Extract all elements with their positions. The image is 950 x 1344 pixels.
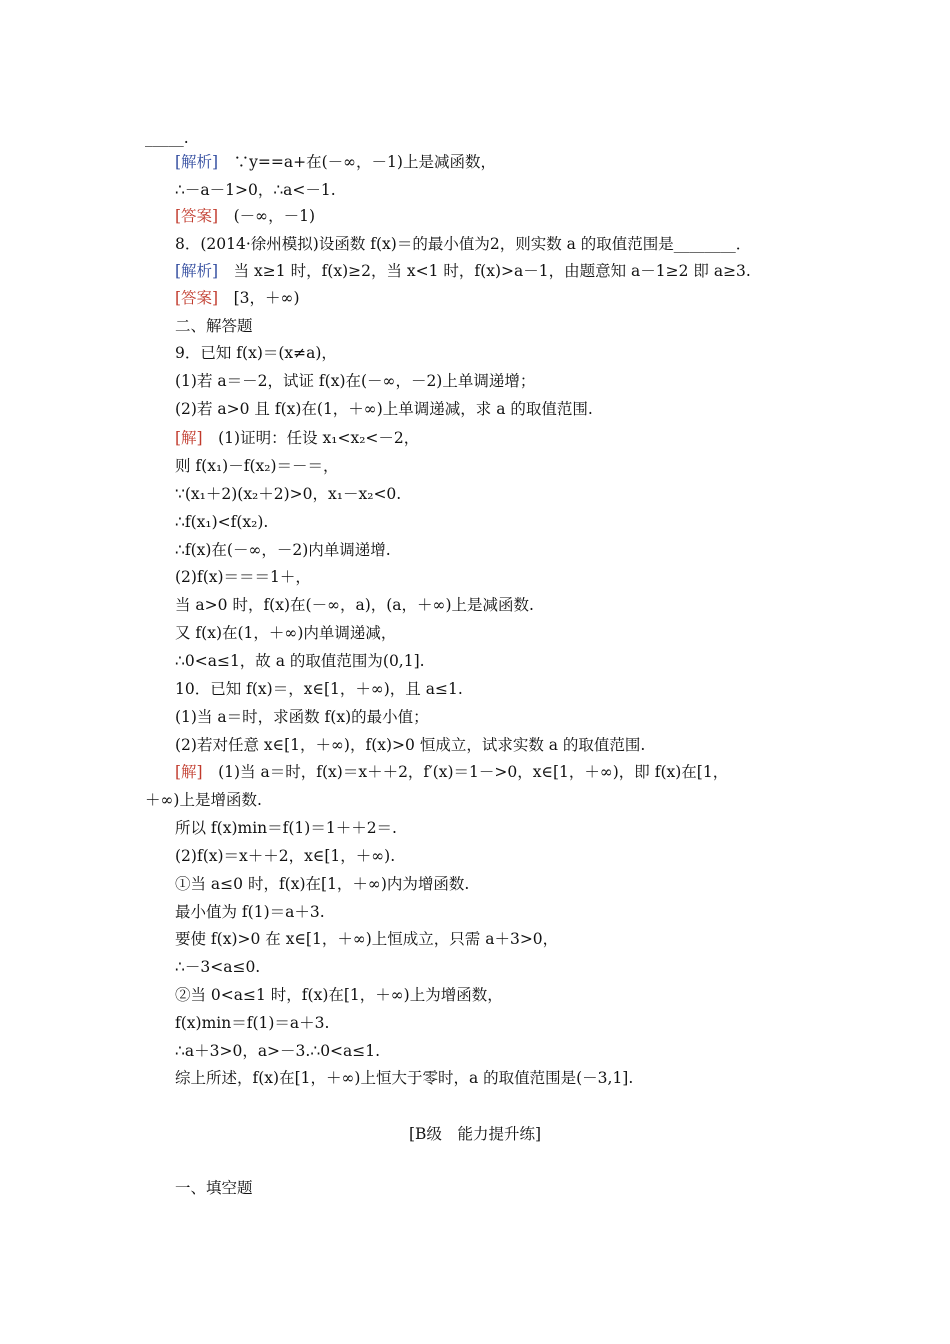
text-line: [解] (1)当 a＝时，f(x)＝x＋＋2，f′(x)＝1－>0，x∈[1，＋∞)，即 f(x)在[1， xyxy=(175,763,729,781)
text-line: ∴a＋3>0，a>－3.∴0<a≤1. xyxy=(175,1042,381,1060)
text-line: ∴f(x)在(－∞，－2)内单调递增. xyxy=(175,541,391,559)
text-line: ∴－3<a≤0. xyxy=(175,958,261,976)
text-line: 要使 f(x)>0 在 x∈[1，＋∞)上恒成立，只需 a＋3>0， xyxy=(175,930,559,948)
text-line: (2)f(x)＝＝＝1＋， xyxy=(175,568,311,586)
text-line: [解析] ∵y==a+在(－∞，－1)上是减函数， xyxy=(175,153,496,171)
text-line: 当 a>0 时，f(x)在(－∞，a)，(a，＋∞)上是减函数. xyxy=(175,596,534,614)
text-line: ②当 0<a≤1 时，f(x)在[1，＋∞)上为增函数， xyxy=(175,986,503,1004)
text-line: [解析] 当 x≥1 时，f(x)≥2，当 x<1 时，f(x)>a－1，由题意知 a－1≥2 即 a≥3. xyxy=(175,262,751,280)
text-line: 9．已知 f(x)＝(x≠a)， xyxy=(175,344,337,362)
text-line: (1)当 a＝时，求函数 f(x)的最小值； xyxy=(175,708,429,726)
text-line: (2)若对任意 x∈[1，＋∞)，f(x)>0 恒成立，试求实数 a 的取值范围. xyxy=(175,736,646,754)
section-heading: 二、解答题 xyxy=(175,317,253,335)
analysis-tag: [解析] xyxy=(175,153,219,171)
analysis-tag: [解析] xyxy=(175,262,219,280)
text-line: (2)f(x)＝x＋＋2，x∈[1，＋∞). xyxy=(175,847,396,865)
text-line: ∴f(x₁)<f(x₂). xyxy=(175,513,269,531)
text-line: 综上所述，f(x)在[1，＋∞)上恒大于零时，a 的取值范围是(－3,1]. xyxy=(175,1069,634,1087)
solution-tag: [解] xyxy=(175,763,203,781)
text-line: ①当 a≤0 时，f(x)在[1，＋∞)内为增函数. xyxy=(175,875,470,893)
text-line: ∴－a－1>0，∴a<－1. xyxy=(175,181,336,199)
solution-tag: [解] xyxy=(175,429,203,447)
answer-tag: [答案] xyxy=(175,207,219,225)
section-title: [B级 能力提升练] xyxy=(409,1125,541,1143)
text-line: [解] (1)证明：任设 x₁<x₂<－2， xyxy=(175,429,420,447)
text-line: 最小值为 f(1)＝a＋3. xyxy=(175,903,325,921)
text-line: 8．(2014·徐州模拟)设函数 f(x)＝的最小值为2，则实数 a 的取值范围是________． xyxy=(175,235,752,253)
text-line: 则 f(x₁)－f(x₂)＝－＝， xyxy=(175,457,339,475)
section-heading: 一、填空题 xyxy=(175,1179,253,1197)
text-line: ＋∞)上是增函数. xyxy=(145,791,262,809)
text-line: ∴0<a≤1，故 a 的取值范围为(0,1]. xyxy=(175,652,425,670)
text-line: 又 f(x)在(1，＋∞)内单调递减， xyxy=(175,624,397,642)
text-line: [答案] (－∞，－1) xyxy=(175,207,315,225)
text-line: _____. xyxy=(145,129,189,147)
text-line: (1)若 a＝－2，试证 f(x)在(－∞，－2)上单调递增； xyxy=(175,372,536,390)
answer-tag: [答案] xyxy=(175,289,219,307)
text-line: (2)若 a>0 且 f(x)在(1，＋∞)上单调递减，求 a 的取值范围. xyxy=(175,400,593,418)
text-line: [答案] [3，＋∞) xyxy=(175,289,300,307)
text-line: ∵(x₁＋2)(x₂＋2)>0，x₁－x₂<0. xyxy=(175,485,402,503)
text-line: 所以 f(x)min＝f(1)＝1＋＋2＝. xyxy=(175,819,397,837)
text-line: 10．已知 f(x)＝，x∈[1，＋∞)，且 a≤1. xyxy=(175,680,463,698)
text-line: f(x)min＝f(1)＝a＋3. xyxy=(175,1014,330,1032)
